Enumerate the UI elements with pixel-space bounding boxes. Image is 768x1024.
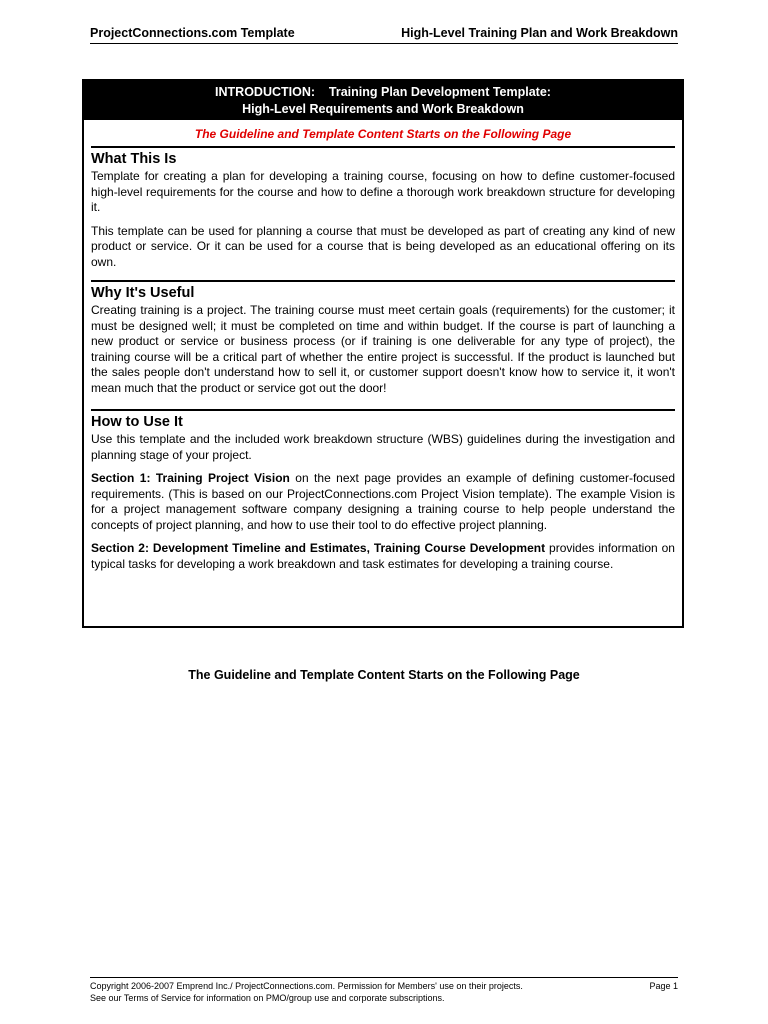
paragraph: Use this template and the included work breakdown structure (WBS) guidelines during the investigation and planning stage of your project. <box>91 432 675 462</box>
footer-page-number: Page 1 <box>649 981 678 991</box>
bottom-guideline-notice: The Guideline and Template Content Starts on the Following Page <box>188 668 580 682</box>
section-1-text: on the next page provides an example of defining customer-focused requirements. (This is based on our ProjectConnections.com Project Vision template). The example Vision is for a project management software company designing a training course to help people understand the concepts of project planning, and how to use their tool to do effective project planning. <box>91 471 675 532</box>
footer-copyright: Copyright 2006-2007 Emprend Inc./ ProjectConnections.com. Permission for Members' use on their projects. <box>90 981 523 991</box>
paragraph: Template for creating a plan for developing a training course, focusing on how to define customer-focused high-level requirements for the course and how to define a thorough work breakdown structure for developing it. <box>91 169 675 214</box>
section-heading: How to Use It <box>91 414 183 430</box>
section-how-to-use-it <box>91 409 675 572</box>
intro-title-line-1: INTRODUCTION: Training Plan Development Template: <box>215 85 551 99</box>
paragraph: This template can be used for planning a course that must be developed as part of creating any kind of new product or service. Or it can be used for a course that is being developed as an educational offering on its own. <box>91 223 675 269</box>
section-heading: What This Is <box>91 151 177 167</box>
intro-guideline-notice: The Guideline and Template Content Starts on the Following Page <box>194 127 572 141</box>
page-header <box>90 26 678 44</box>
page-footer <box>90 977 678 1004</box>
section-what-this-is <box>91 146 675 270</box>
section-1-label: Section 1: Training Project Vision <box>91 471 290 485</box>
section-heading: Why It's Useful <box>91 285 195 301</box>
header-right-title: High-Level Training Plan and Work Breakdown <box>401 26 678 40</box>
paragraph-section-1 <box>91 471 675 533</box>
introduction-title-bar <box>84 81 682 120</box>
paragraph-section-2 <box>91 541 675 572</box>
footer-terms: See our Terms of Service for information on PMO/group use and corporate subscriptions. <box>90 992 445 1003</box>
section-why-its-useful <box>91 280 675 396</box>
section-2-label: Section 2: Development Timeline and Estimates, Training Course Development <box>91 541 546 555</box>
paragraph: Creating training is a project. The training course must meet certain goals (requirements) for the customer; it must be designed well; it must be completed on time and within budget. If the course is part of launching a new product or service or business process (or if training is one deliverable for any type of project), the training course will be a critical part of whether the entire project is successful. If the product is launched but the sales people don't understand how to sell it, or customer support doesn't know how to service it, it won't mean much that the product or service got out the door! <box>91 303 675 395</box>
header-left-title: ProjectConnections.com Template <box>90 26 295 40</box>
section-2-text: provides information on typical tasks for developing a work breakdown and task estimates for developing a training course. <box>91 541 675 571</box>
intro-title-line-2: High-Level Requirements and Work Breakdown <box>242 102 524 116</box>
introduction-box <box>82 79 684 628</box>
